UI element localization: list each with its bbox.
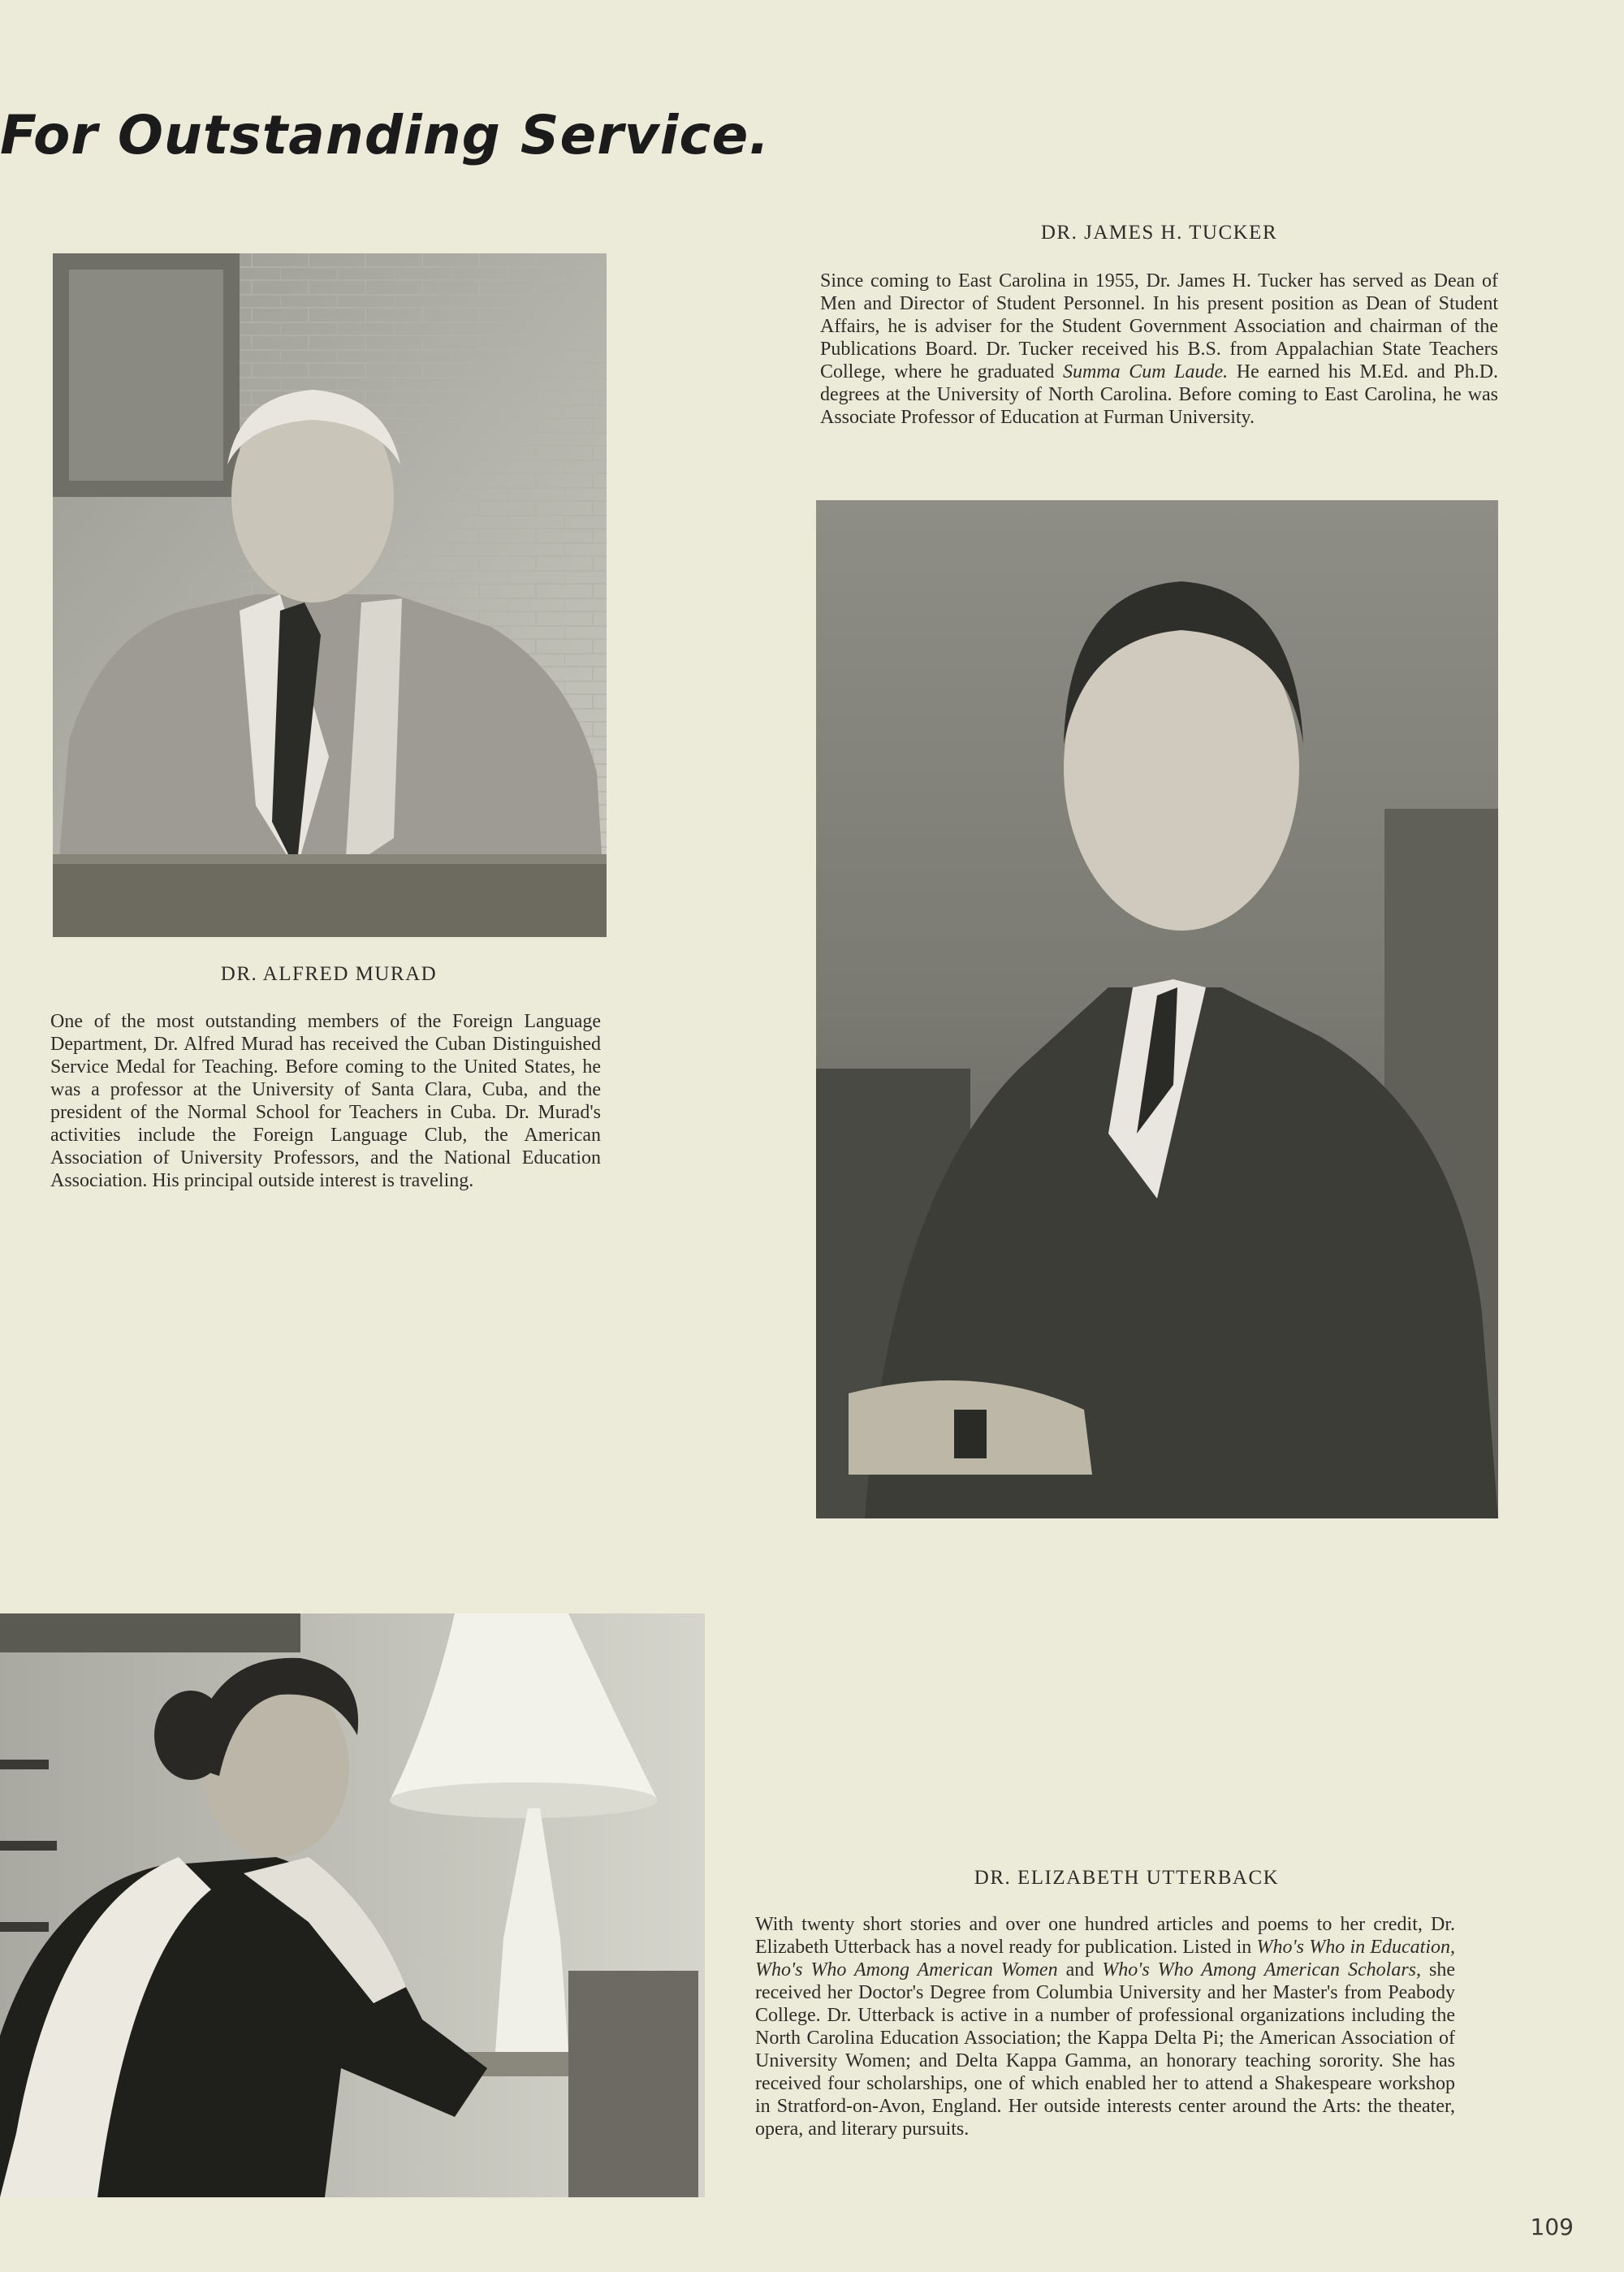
tucker-bio-italic: Summa Cum Laude. [1062,361,1229,382]
page-number: 109 [1530,2214,1574,2240]
utterback-bio [755,1913,1455,2140]
tucker-photo [816,500,1498,1518]
page-heading: For Outstanding Service. [0,104,771,166]
utterback-bio-italic2: Who's Who Among American Scholars, [1102,1959,1422,1980]
utterback-bio-italic1: Who's Who in Education, Who's Who Among American Women [755,1937,1456,1980]
murad-name: DR. ALFRED MURAD [220,963,438,985]
murad-photo [53,253,607,937]
tucker-bio [820,270,1498,429]
utterback-photo [0,1613,705,2197]
murad-bio: One of the most outstanding members of the Foreign Language Department, Dr. Alfred Murad has received the Cuban Distinguished Service Medal for Teaching. Before coming to the United States, he was a professor at the University of Santa Clara, Cuba, and the president of the Normal School for Teachers in Cuba. Dr. Murad's activities include the Foreign Language Club, the American Association of University Professors, and the National Education Association. His principal outside interest is traveling. [50,1011,601,1191]
tucker-bio-part1: Since coming to East Carolina in 1955, Dr. James H. Tucker has served as Dean of Men and Director of Student Personnel. In his present position as Dean of Student Affairs, he is adviser for the Student Government Association and chairman of the Publications Board. Dr. Tucker received his B.S. from Appalachian State Teachers College, where he graduated [820,270,1498,382]
utterback-name: DR. ELIZABETH UTTERBACK [974,1867,1280,1889]
utterback-bio-part1: With twenty short stories and over one hundred articles and poems to her credit, Dr. Elizabeth Utterback has a novel ready for publication. Listed in [755,1914,1455,1958]
utterback-bio-and: and [1065,1959,1095,1980]
tucker-name: DR. JAMES H. TUCKER [1040,222,1278,244]
tucker-bio-part2: He earned his M.Ed. and Ph.D. degrees at the University of North Carolina. Before coming to East Carolina, he was Associate Professor of Education at Furman University. [820,361,1499,428]
utterback-bio-part2: she received her Doctor's Degree from Columbia University and her Master's from Peabody College. Dr. Utterback is active in a number of professional organizations including the North Carolina Education Association; the Kappa Delta Pi; the American Association of University Women; and Delta Kappa Gamma, an honorary teaching sorority. She has received four scholarships, one of which enabled her to attend a Shakespeare workshop in Stratford-on-Avon, England. Her outside interests center around the Arts: the theater, opera, and literary pursuits. [755,1959,1456,2140]
